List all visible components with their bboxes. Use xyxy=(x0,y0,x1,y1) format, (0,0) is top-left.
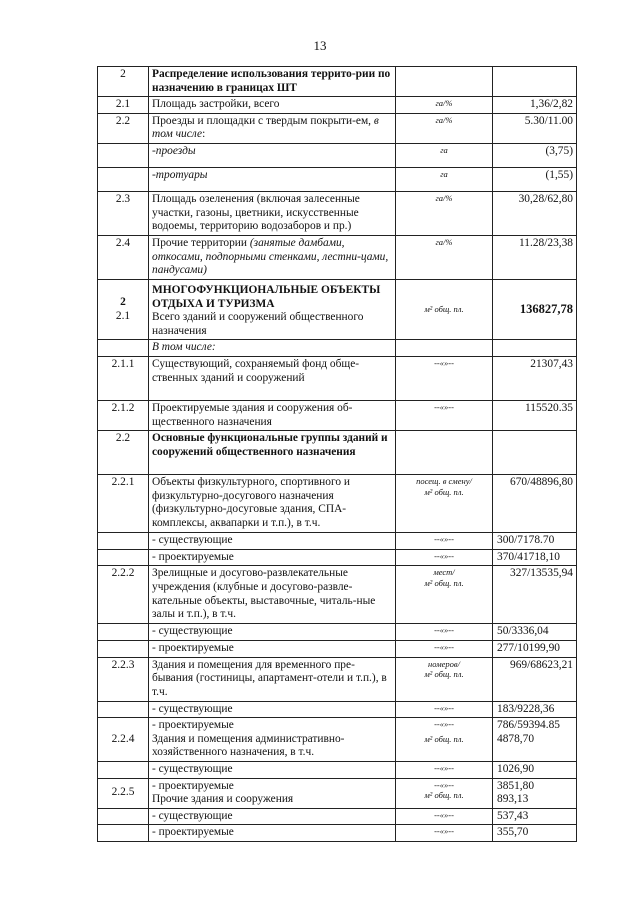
row-description-text: Прочие здания и сооружения xyxy=(152,793,294,806)
row-unit: га/% xyxy=(396,235,493,279)
row-description xyxy=(149,279,396,339)
row-description: -проезды xyxy=(149,143,396,167)
row-number: 2.2.1 xyxy=(98,475,149,533)
row-value: 21307,43 xyxy=(493,356,577,400)
unit-line: номеров/ xyxy=(428,658,460,669)
row-description: В том числе: xyxy=(149,340,396,357)
row-unit: --«»-- xyxy=(396,825,493,842)
row-unit xyxy=(396,718,493,762)
indicators-table xyxy=(97,66,577,842)
value-line: 893,13 xyxy=(497,793,529,806)
table-row xyxy=(98,825,577,842)
row-unit: га/% xyxy=(396,191,493,235)
row-value: 1,36/2,82 xyxy=(493,97,577,114)
row-number: 2.4 xyxy=(98,235,149,279)
unit-line: посещ. в смену/ xyxy=(416,476,472,487)
table-row xyxy=(98,566,577,624)
unit-line: мест/ xyxy=(433,567,455,578)
table-row xyxy=(98,279,577,339)
row-description-text: - проектируемые xyxy=(152,779,234,792)
row-number: 2.1.2 xyxy=(98,400,149,430)
row-value xyxy=(493,718,577,762)
row-description: Распределение использования террито-рии по назначению в границах ШТ xyxy=(149,67,396,97)
row-description: - проектируемые xyxy=(149,825,396,842)
row-description: Площадь застройки, всего xyxy=(149,97,396,114)
table-row xyxy=(98,762,577,779)
page-number: 13 xyxy=(313,38,327,53)
table-row xyxy=(98,97,577,114)
row-description: -тротуары xyxy=(149,167,396,191)
unit-line: м² общ. пл. xyxy=(424,733,464,744)
row-value: 50/3336,04 xyxy=(493,624,577,641)
row-description: - существующие xyxy=(149,808,396,825)
table-row xyxy=(98,431,577,475)
row-unit xyxy=(396,657,493,701)
row-number: 2.2.3 xyxy=(98,657,149,701)
row-description: - существующие xyxy=(149,624,396,641)
table-row xyxy=(98,533,577,550)
row-value: 1026,90 xyxy=(493,762,577,779)
row-number: 2.2.4 xyxy=(98,718,149,762)
row-description-text: Всего зданий и сооружений общественного назначения xyxy=(152,311,364,337)
row-description xyxy=(149,113,396,143)
row-number: 2.2 xyxy=(98,113,149,143)
table-row xyxy=(98,67,577,97)
row-number xyxy=(98,808,149,825)
row-value: 537,43 xyxy=(493,808,577,825)
row-value xyxy=(493,431,577,475)
row-value xyxy=(493,778,577,808)
row-description xyxy=(149,235,396,279)
table-row xyxy=(98,400,577,430)
row-description: - проектируемые xyxy=(149,549,396,566)
value-line: 4878,70 xyxy=(497,732,535,745)
row-number xyxy=(98,825,149,842)
row-description: Зрелищные и досугово-развлекательные учреждения (клубные и досугово-развле-кательные объекты, выставочные, читаль-ные залы и т.п.), в т.ч. xyxy=(149,566,396,624)
row-unit xyxy=(396,340,493,357)
row-description: Объекты физкультурного, спортивного и физкультурно-досугового назначения (физкультурно-досуговые здания, СПА-комплексы, аквапарки и т.п.), в т.ч. xyxy=(149,475,396,533)
row-value: 300/7178.70 xyxy=(493,533,577,550)
section-heading: МНОГОФУНКЦИОНАЛЬНЫЕ ОБЪЕКТЫ ОТДЫХА И ТУРИЗМА xyxy=(152,283,381,310)
row-value xyxy=(493,340,577,357)
row-unit: --«»-- xyxy=(396,762,493,779)
row-description: - проектируемые xyxy=(149,640,396,657)
row-description: Проектируемые здания и сооружения об-щественного назначения xyxy=(149,400,396,430)
row-number: 2.2 xyxy=(98,431,149,475)
unit-line: м² общ. пл. xyxy=(424,486,464,497)
row-unit xyxy=(396,475,493,533)
row-unit: --«»-- xyxy=(396,624,493,641)
table-row xyxy=(98,340,577,357)
row-unit xyxy=(396,778,493,808)
row-value: 277/10199,90 xyxy=(493,640,577,657)
row-number: 2.1.1 xyxy=(98,356,149,400)
row-number xyxy=(98,762,149,779)
row-value: 11.28/23,38 xyxy=(493,235,577,279)
row-description-text: Прочие территории xyxy=(152,236,250,249)
table-row xyxy=(98,778,577,808)
row-number xyxy=(98,167,149,191)
row-value: 183/9228,36 xyxy=(493,701,577,718)
row-number: 2.1 xyxy=(98,97,149,114)
table-row xyxy=(98,640,577,657)
value-line: 3851,80 xyxy=(497,779,535,792)
table-row xyxy=(98,143,577,167)
row-value: 327/13535,94 xyxy=(493,566,577,624)
row-description: Существующий, сохраняемый фонд обще-ственных зданий и сооружений xyxy=(149,356,396,400)
row-description: - существующие xyxy=(149,762,396,779)
row-number xyxy=(98,624,149,641)
table-row xyxy=(98,475,577,533)
unit-line: --«»-- xyxy=(434,719,454,730)
row-description-italic: (занятые дамбами, откосами, подпорными стенками, лестни-цами, пандусами) xyxy=(152,236,389,277)
row-value xyxy=(493,67,577,97)
row-number: 2.2.5 xyxy=(98,778,149,808)
row-unit: --«»-- xyxy=(396,701,493,718)
row-value: 136827,78 xyxy=(493,279,577,339)
table-row xyxy=(98,624,577,641)
row-value: 30,28/62,80 xyxy=(493,191,577,235)
unit-line: м² общ. пл. xyxy=(424,577,464,588)
row-unit: га xyxy=(396,167,493,191)
subsection-number: 2.1 xyxy=(115,309,131,322)
row-value: 355,70 xyxy=(493,825,577,842)
section-number: 2 xyxy=(120,296,126,309)
row-value: 115520.35 xyxy=(493,400,577,430)
row-value: 969/68623,21 xyxy=(493,657,577,701)
row-description-colon: : xyxy=(202,128,206,141)
row-value: 670/48896,80 xyxy=(493,475,577,533)
row-unit xyxy=(396,431,493,475)
table-row xyxy=(98,808,577,825)
row-description: - существующие xyxy=(149,533,396,550)
row-number: 2.2.2 xyxy=(98,566,149,624)
table-row xyxy=(98,701,577,718)
row-description: Основные функциональные группы зданий и сооружений общественного назначения xyxy=(149,431,396,475)
row-value: (3,75) xyxy=(493,143,577,167)
row-value: 5.30/11.00 xyxy=(493,113,577,143)
unit-line: м² общ. пл. xyxy=(424,790,464,801)
row-unit xyxy=(396,566,493,624)
row-unit: м² общ. пл. xyxy=(396,279,493,339)
row-number xyxy=(98,533,149,550)
row-description: Здания и помещения для временного пре-бывания (гостиницы, апартамент-отели и т.п.), в т.ч. xyxy=(149,657,396,701)
row-number xyxy=(98,549,149,566)
row-unit: га xyxy=(396,143,493,167)
row-description: - существующие xyxy=(149,701,396,718)
row-description-text: Здания и помещения административно-хозяйственного назначения, в т.ч. xyxy=(152,732,345,759)
row-number xyxy=(98,701,149,718)
table-row xyxy=(98,718,577,762)
row-number xyxy=(98,143,149,167)
table-row xyxy=(98,113,577,143)
row-description: Площадь озеленения (включая залесенные участки, газоны, цветники, искусственные водоемы, территорию водозаборов и пр.) xyxy=(149,191,396,235)
row-value: 370/41718,10 xyxy=(493,549,577,566)
unit-line: м² общ. пл. xyxy=(424,669,464,679)
row-unit: --«»-- xyxy=(396,400,493,430)
row-number xyxy=(98,640,149,657)
table-row xyxy=(98,356,577,400)
row-description xyxy=(149,718,396,762)
table-row xyxy=(98,549,577,566)
row-unit: га/% xyxy=(396,97,493,114)
row-description-italic: в том числе xyxy=(152,114,379,141)
row-description-text: Проезды и площадки с твердым покрыти-ем, xyxy=(152,114,374,127)
row-unit xyxy=(396,67,493,97)
row-value: (1,55) xyxy=(493,167,577,191)
row-unit: --«»-- xyxy=(396,549,493,566)
table-row xyxy=(98,167,577,191)
unit-line: --«»-- xyxy=(434,779,454,790)
row-unit: --«»-- xyxy=(396,808,493,825)
row-number xyxy=(98,279,149,339)
row-unit: --«»-- xyxy=(396,640,493,657)
table-row xyxy=(98,191,577,235)
value-line: 786/59394.85 xyxy=(497,719,560,732)
row-unit: --«»-- xyxy=(396,356,493,400)
row-number xyxy=(98,340,149,357)
row-description xyxy=(149,778,396,808)
row-number: 2.3 xyxy=(98,191,149,235)
row-unit: га/% xyxy=(396,113,493,143)
row-description-text: - проектируемые xyxy=(152,719,234,732)
row-number: 2 xyxy=(98,67,149,97)
row-unit: --«»-- xyxy=(396,533,493,550)
table-row xyxy=(98,235,577,279)
table-row xyxy=(98,657,577,701)
